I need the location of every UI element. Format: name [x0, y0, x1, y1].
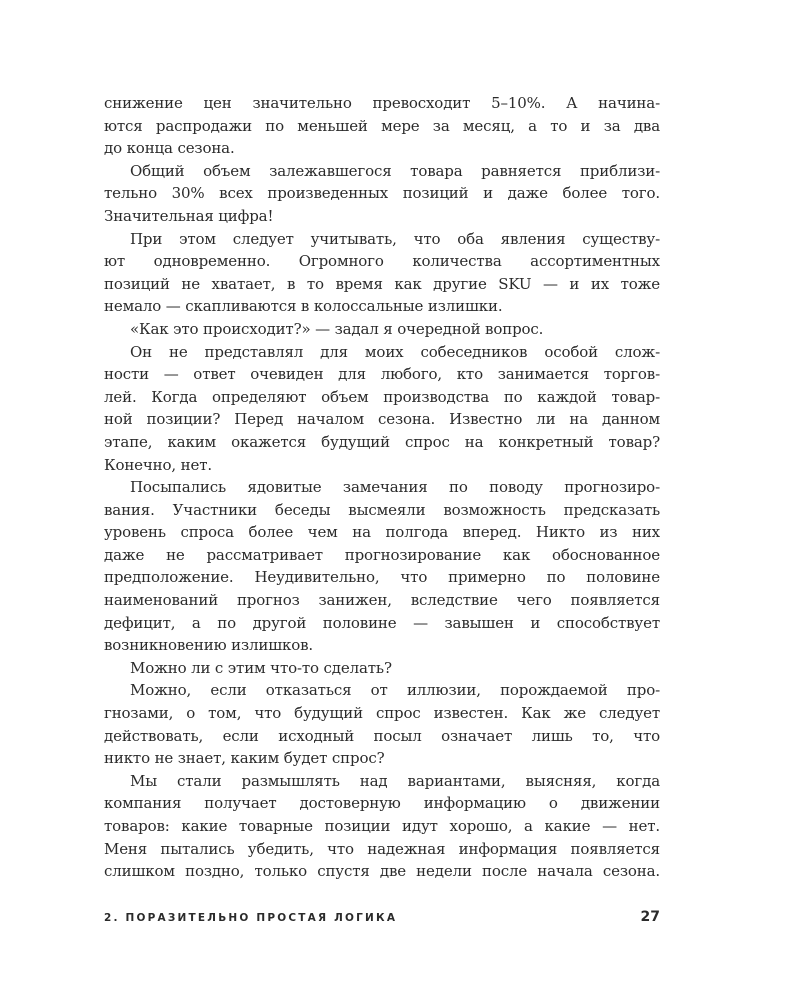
text-line: ются распродажи по меньшей мере за месяц, а то и за два [104, 116, 660, 135]
text-line: слишком поздно, только спустя две недели после начала сезона. [104, 862, 660, 881]
text-line: снижение цен значительно превосходит 5–10%. А начина- [104, 94, 660, 112]
text-line: Он не представлял для моих собеседников особой слож- [130, 342, 660, 361]
text-line: немало — скапливаются в колоссальные излишки. [104, 297, 503, 316]
body-text [104, 92, 660, 883]
text-line: Мы стали размышлять над вариантами, выясняя, когда [130, 771, 660, 790]
text-line: действовать, если исходный посыл означает лишь то, что [104, 726, 660, 745]
text-line: компания получает достоверную информацию о движении [104, 794, 660, 813]
text-line: Значительная цифра! [104, 206, 274, 225]
text-line: возникновению излишков. [104, 636, 314, 655]
text-line: Можно ли с этим что-то сделать? [130, 658, 392, 677]
text-line: никто не знает, каким будет спрос? [104, 749, 385, 768]
text-line: уровень спроса более чем на полгода вперед. Никто из них [104, 523, 660, 542]
running-footer-section-title: 2. ПОРАЗИТЕЛЬНО ПРОСТАЯ ЛОГИКА [104, 912, 398, 924]
text-line: Конечно, нет. [104, 455, 212, 474]
text-line: тельно 30% всех произведенных позиций и даже более того. [104, 184, 660, 203]
text-line: позиций не хватает, в то время как другие SKU — и их тоже [104, 274, 660, 293]
text-line: «Как это происходит?» — задал я очередной вопрос. [130, 319, 544, 338]
text-line: вания. Участники беседы высмеяли возможность предсказать [104, 500, 660, 519]
text-line: Можно, если отказаться от иллюзии, порождаемой про- [130, 681, 660, 700]
text-line: до конца сезона. [104, 139, 235, 158]
text-line: ют одновременно. Огромного количества ассортиментных [104, 252, 660, 271]
text-line: При этом следует учитывать, что оба явления существу- [130, 229, 660, 248]
text-line: Общий объем залежавшегося товара равняется приблизи- [130, 161, 660, 180]
text-line: лей. Когда определяют объем производства по каждой товар- [104, 387, 660, 406]
text-line: предположение. Неудивительно, что примерно по половине [104, 568, 660, 587]
text-line: Меня пытались убедить, что надежная информация появляется [104, 839, 660, 858]
text-line: наименований прогноз занижен, вследствие чего появляется [104, 591, 660, 610]
text-line: гнозами, о том, что будущий спрос известен. Как же следует [104, 704, 660, 723]
text-line: Посыпались ядовитые замечания по поводу прогнозиро- [130, 478, 660, 497]
text-line: ной позиции? Перед началом сезона. Известно ли на данном [104, 410, 660, 429]
text-line: товаров: какие товарные позиции идут хорошо, а какие — нет. [104, 817, 660, 835]
page-number: 27 [640, 909, 660, 925]
text-line: даже не рассматривает прогнозирование как обоснованное [104, 545, 660, 564]
text-line: этапе, каким окажется будущий спрос на конкретный товар? [104, 432, 660, 451]
text-line: ности — ответ очевиден для любого, кто занимается торгов- [104, 365, 660, 384]
text-line: дефицит, а по другой половине — завышен и способствует [104, 613, 660, 632]
